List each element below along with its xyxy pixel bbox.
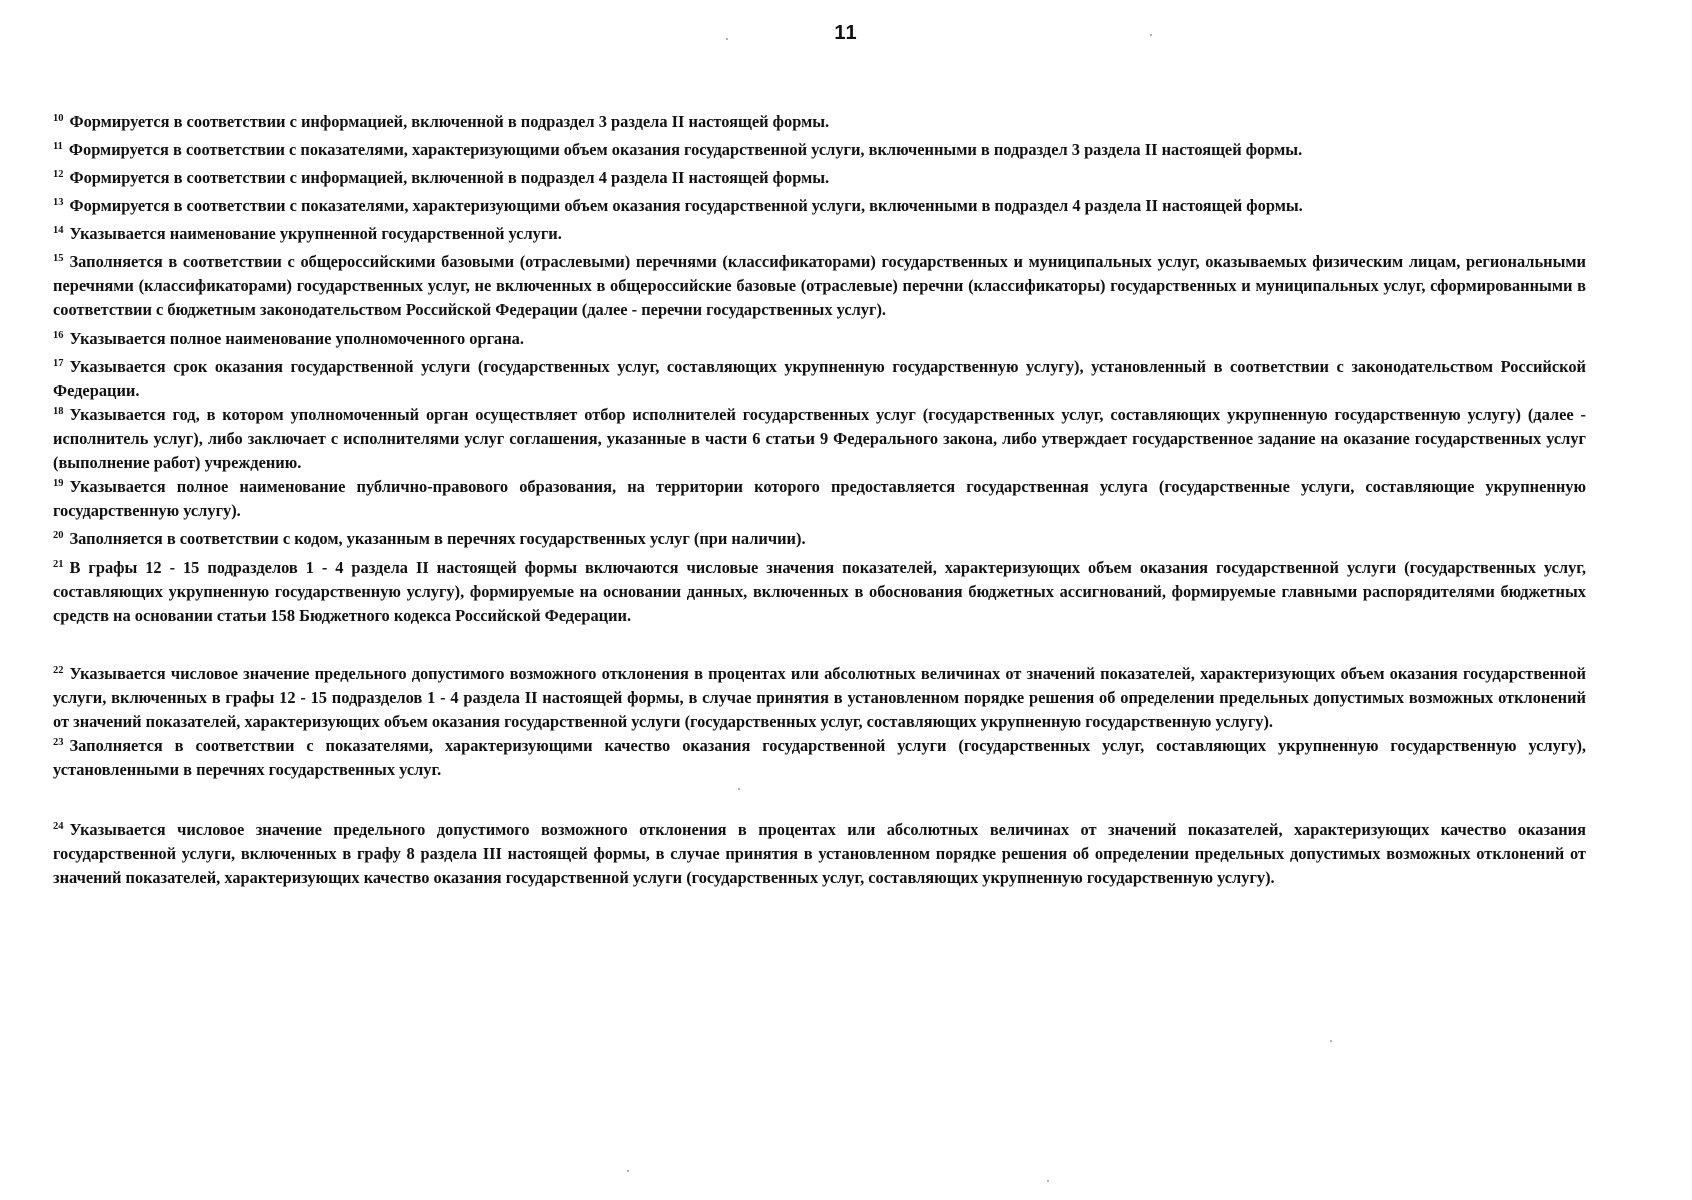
footnote-number: 10 — [53, 113, 64, 124]
footnote-14 — [53, 222, 1586, 246]
footnote-12 — [53, 166, 1586, 190]
footnote-text: Указывается год, в котором уполномоченный орган осуществляет отбор исполнителей государственных услуг (государственных услуг, составляющих укрупненную государственную услугу) (далее - исполнитель услуг), либо заключает с исполнителями услуг соглашения, указанные в части 6 статьи 9 Федерального закона, либо утверждает государственное задание на оказание государственных услуг (выполнение работ) учреждению. — [53, 405, 1586, 472]
footnote-20 — [53, 527, 1586, 551]
footnote-19 — [53, 475, 1586, 523]
footnote-text: В графы 12 - 15 подразделов 1 - 4 раздела II настоящей формы включаются числовые значения показателей, характеризующих объем оказания государственной услуги (государственных услуг, составляющих укрупненную государственную услугу), формируемые на основании данных, включенных в обоснования бюджетных ассигнований, формируемые главными распорядителями бюджетных средств на основании статьи 158 Бюджетного кодекса Российской Федерации. — [53, 558, 1586, 625]
footnote-number: 24 — [53, 821, 64, 832]
footnote-text: Указывается полное наименование публично-правового образования, на территории которого предоставляется государственная услуга (государственные услуги, составляющие укрупненную государственную услугу). — [53, 477, 1586, 520]
footnote-text: Указывается срок оказания государственной услуги (государственных услуг, составляющих укрупненную государственную услугу), установленный в соответствии с законодательством Российской Федерации. — [53, 357, 1586, 400]
footnote-text: Заполняется в соответствии с показателями, характеризующими качество оказания государственной услуги (государственных услуг, составляющих укрупненную государственную услугу), установленными в перечнях государственных услуг. — [53, 736, 1586, 779]
footnote-10 — [53, 110, 1586, 134]
footnote-number: 16 — [53, 330, 64, 341]
footnote-23 — [53, 734, 1586, 782]
footnote-text: Указывается числовое значение предельного допустимого возможного отклонения в процентах или абсолютных величинах от значений показателей, характеризующих объем оказания государственной услуги, включенных в графы 12 - 15 подразделов 1 - 4 раздела II настоящей формы, в случае принятия в установленном порядке решения об определении предельных допустимых возможных отклонений от значений показателей, характеризующих объем оказания государственной услуги (государственных услуг, составляющих укрупненную государственную услугу). — [53, 664, 1586, 731]
scan-speck — [1330, 1040, 1332, 1042]
footnotes-list — [53, 110, 1586, 890]
scan-speck — [726, 38, 728, 40]
footnote-11 — [53, 138, 1586, 162]
footnote-text: Формируется в соответствии с информацией, включенной в подраздел 3 раздела II настоящей формы. — [69, 112, 830, 131]
footnote-15 — [53, 250, 1586, 322]
footnote-text: Указывается наименование укрупненной государственной услуги. — [69, 224, 562, 243]
footnote-text: Формируется в соответствии с показателями, характеризующими объем оказания государственной услуги, включенными в подраздел 4 раздела II настоящей формы. — [69, 196, 1303, 215]
footnote-number: 19 — [53, 478, 64, 489]
footnote-16 — [53, 327, 1586, 351]
footnote-22 — [53, 662, 1586, 734]
scan-speck — [738, 788, 740, 790]
footnote-number: 12 — [53, 169, 64, 180]
footnote-number: 13 — [53, 197, 64, 208]
footnote-17 — [53, 355, 1586, 403]
page-number: 11 — [834, 22, 858, 44]
footnote-text: Заполняется в соответствии с общероссийскими базовыми (отраслевыми) перечнями (классификаторами) государственных и муниципальных услуг, оказываемых физическим лицам, региональными перечнями (классификаторами) государственных услуг, не включенных в общероссийские базовые (отраслевые) перечни (классификаторы) государственных и муниципальных услуг, сформированными в соответствии с бюджетным законодательством Российской Федерации (далее - перечни государственных услуг). — [53, 252, 1586, 319]
footnote-13 — [53, 194, 1586, 218]
footnote-text: Формируется в соответствии с информацией, включенной в подраздел 4 раздела II настоящей формы. — [69, 168, 830, 187]
footnote-number: 14 — [53, 225, 64, 236]
footnote-18 — [53, 403, 1586, 475]
footnote-text: Формируется в соответствии с показателями, характеризующими объем оказания государственной услуги, включенными в подраздел 3 раздела II настоящей формы. — [68, 140, 1303, 159]
footnote-number: 21 — [53, 559, 64, 570]
scan-speck — [1150, 34, 1152, 36]
scan-speck — [1047, 1180, 1049, 1182]
scan-speck — [627, 1170, 629, 1172]
footnote-24 — [53, 818, 1586, 890]
footnote-number: 22 — [53, 665, 64, 676]
footnote-number: 15 — [53, 253, 64, 264]
footnote-text: Указывается полное наименование уполномоченного органа. — [69, 329, 524, 348]
footnote-21 — [53, 556, 1586, 628]
footnote-number: 20 — [53, 530, 64, 541]
footnote-number: 23 — [53, 737, 64, 748]
footnote-text: Указывается числовое значение предельного допустимого возможного отклонения в процентах или абсолютных величинах от значений показателей, характеризующих качество оказания государственной услуги, включенных в графу 8 раздела III настоящей формы, в случае принятия в установленном порядке решения об определении предельных допустимых возможных отклонений от значений показателей, характеризующих качество оказания государственной услуги (государственных услуг, составляющих укрупненную государственную услугу). — [53, 820, 1586, 887]
footnote-number: 11 — [53, 141, 63, 152]
footnote-number: 18 — [53, 406, 64, 417]
footnote-number: 17 — [53, 358, 64, 369]
footnote-text: Заполняется в соответствии с кодом, указанным в перечнях государственных услуг (при наличии). — [69, 529, 806, 548]
